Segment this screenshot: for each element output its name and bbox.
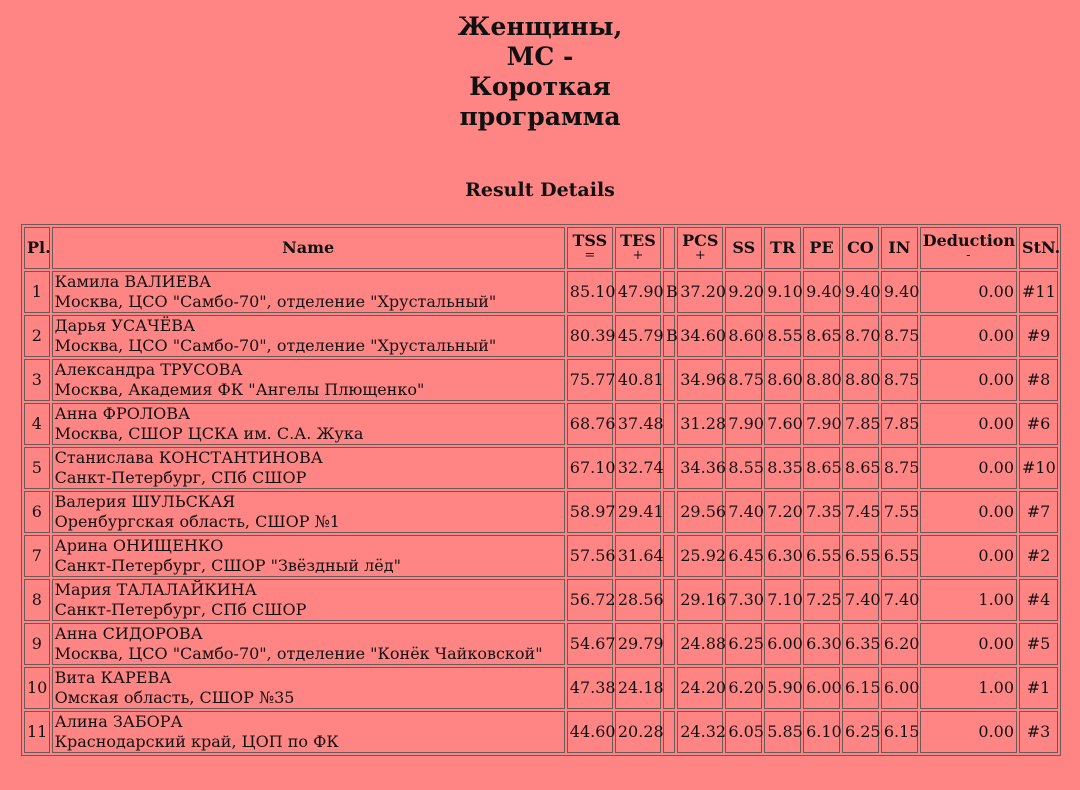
skater-club: Санкт-Петербург, СПб СШОР <box>54 600 307 619</box>
col-header-co: CO <box>842 227 879 269</box>
cell-co: 8.65 <box>842 447 879 489</box>
cell-pcs: 29.56 <box>677 491 723 533</box>
cell-tr: 5.90 <box>764 667 801 709</box>
cell-tr: 6.30 <box>764 535 801 577</box>
cell-ss: 8.55 <box>725 447 762 489</box>
skater-club: Краснодарский край, ЦОП по ФК <box>54 732 339 751</box>
cell-tr: 8.55 <box>764 315 801 357</box>
cell-mark <box>663 447 675 489</box>
cell-deduction: 0.00 <box>920 403 1017 445</box>
section-subtitle: Result Details <box>465 179 615 201</box>
table-row <box>24 579 1058 621</box>
cell-mark <box>663 359 675 401</box>
cell-in: 8.75 <box>881 315 918 357</box>
cell-tr: 8.35 <box>764 447 801 489</box>
cell-tss: 58.97 <box>567 491 613 533</box>
col-header-pcs-op: + <box>694 248 706 263</box>
cell-deduction: 1.00 <box>920 579 1017 621</box>
skater-name: Дарья УСАЧЁВА <box>54 316 196 335</box>
cell-tes: 37.48 <box>615 403 661 445</box>
col-header-tss <box>567 227 613 269</box>
cell-tes: 45.79 <box>615 315 661 357</box>
skater-club: Санкт-Петербург, СПб СШОР <box>54 468 307 487</box>
cell-tr: 7.20 <box>764 491 801 533</box>
cell-skater <box>52 623 565 665</box>
skater-club: Москва, Академия ФК "Ангелы Плющенко" <box>54 380 425 399</box>
cell-start-number: #3 <box>1019 711 1058 753</box>
col-header-ss: SS <box>725 227 762 269</box>
cell-place: 7 <box>24 535 50 577</box>
skater-name: Алина ЗАБОРА <box>54 712 183 731</box>
cell-pe: 7.35 <box>803 491 840 533</box>
skater-club: Оренбургская область, СШОР №1 <box>54 512 340 531</box>
cell-tss: 47.38 <box>567 667 613 709</box>
cell-tss: 67.10 <box>567 447 613 489</box>
cell-tss: 54.67 <box>567 623 613 665</box>
cell-ss: 9.20 <box>725 271 762 313</box>
table-row <box>24 491 1058 533</box>
cell-tes: 24.18 <box>615 667 661 709</box>
cell-start-number: #6 <box>1019 403 1058 445</box>
cell-deduction: 0.00 <box>920 491 1017 533</box>
cell-deduction: 0.00 <box>920 623 1017 665</box>
cell-skater <box>52 315 565 357</box>
col-header-pcs <box>677 227 723 269</box>
cell-pcs: 34.96 <box>677 359 723 401</box>
skater-name: Арина ОНИЩЕНКО <box>54 536 224 555</box>
cell-ss: 6.45 <box>725 535 762 577</box>
col-header-tr: TR <box>764 227 801 269</box>
cell-start-number: #8 <box>1019 359 1058 401</box>
cell-deduction: 0.00 <box>920 447 1017 489</box>
skater-club: Москва, СШОР ЦСКА им. С.А. Жука <box>54 424 364 443</box>
cell-tr: 7.10 <box>764 579 801 621</box>
table-row <box>24 315 1058 357</box>
cell-ss: 7.30 <box>725 579 762 621</box>
cell-in: 6.55 <box>881 535 918 577</box>
col-header-tes-op: + <box>632 248 644 263</box>
skater-name: Валерия ШУЛЬСКАЯ <box>54 492 236 511</box>
cell-mark <box>663 535 675 577</box>
cell-co: 7.45 <box>842 491 879 533</box>
cell-co: 6.25 <box>842 711 879 753</box>
cell-in: 6.15 <box>881 711 918 753</box>
cell-place: 1 <box>24 271 50 313</box>
cell-mark <box>663 623 675 665</box>
cell-mark <box>663 711 675 753</box>
cell-mark: B <box>663 271 675 313</box>
cell-pe: 6.10 <box>803 711 840 753</box>
cell-skater <box>52 359 565 401</box>
cell-pcs: 24.32 <box>677 711 723 753</box>
cell-co: 8.80 <box>842 359 879 401</box>
page-title <box>0 12 1080 132</box>
skater-club: Омская область, СШОР №35 <box>54 688 295 707</box>
cell-tes: 47.90 <box>615 271 661 313</box>
cell-in: 6.20 <box>881 623 918 665</box>
col-header-mark <box>663 227 675 269</box>
cell-start-number: #5 <box>1019 623 1058 665</box>
cell-in: 7.55 <box>881 491 918 533</box>
cell-skater <box>52 711 565 753</box>
skater-name: Станислава КОНСТАНТИНОВА <box>54 448 323 467</box>
col-header-tss-op: = <box>584 248 596 263</box>
cell-place: 5 <box>24 447 50 489</box>
cell-tr: 6.00 <box>764 623 801 665</box>
skater-name: Мария ТАЛАЛАЙКИНА <box>54 580 257 599</box>
cell-pe: 6.00 <box>803 667 840 709</box>
cell-start-number: #11 <box>1019 271 1058 313</box>
cell-co: 6.55 <box>842 535 879 577</box>
cell-skater <box>52 271 565 313</box>
cell-start-number: #7 <box>1019 491 1058 533</box>
cell-place: 8 <box>24 579 50 621</box>
col-header-tes-label: TES <box>620 231 656 250</box>
cell-place: 6 <box>24 491 50 533</box>
cell-mark: B <box>663 315 675 357</box>
cell-pcs: 24.20 <box>677 667 723 709</box>
title-line: Короткая <box>469 72 611 101</box>
cell-pcs: 34.60 <box>677 315 723 357</box>
cell-tss: 44.60 <box>567 711 613 753</box>
cell-place: 3 <box>24 359 50 401</box>
cell-pe: 7.90 <box>803 403 840 445</box>
cell-tss: 56.72 <box>567 579 613 621</box>
cell-tss: 57.56 <box>567 535 613 577</box>
cell-pe: 8.80 <box>803 359 840 401</box>
cell-pcs: 24.88 <box>677 623 723 665</box>
cell-co: 7.85 <box>842 403 879 445</box>
cell-tes: 32.74 <box>615 447 661 489</box>
header-row <box>24 227 1058 269</box>
cell-pe: 8.65 <box>803 447 840 489</box>
table-row <box>24 271 1058 313</box>
cell-deduction: 0.00 <box>920 315 1017 357</box>
cell-pcs: 31.28 <box>677 403 723 445</box>
cell-mark <box>663 491 675 533</box>
cell-ss: 8.60 <box>725 315 762 357</box>
cell-co: 7.40 <box>842 579 879 621</box>
results-table <box>21 224 1061 756</box>
title-line: МС - <box>506 42 574 71</box>
cell-skater <box>52 535 565 577</box>
cell-place: 2 <box>24 315 50 357</box>
cell-in: 9.40 <box>881 271 918 313</box>
cell-tr: 7.60 <box>764 403 801 445</box>
table-row <box>24 359 1058 401</box>
cell-pe: 6.55 <box>803 535 840 577</box>
cell-in: 6.00 <box>881 667 918 709</box>
cell-tes: 20.28 <box>615 711 661 753</box>
cell-start-number: #10 <box>1019 447 1058 489</box>
col-header-tes <box>615 227 661 269</box>
cell-tr: 8.60 <box>764 359 801 401</box>
col-header-pe: PE <box>803 227 840 269</box>
cell-place: 10 <box>24 667 50 709</box>
col-header-stn: StN. <box>1019 227 1058 269</box>
table-row <box>24 667 1058 709</box>
col-header-pcs-label: PCS <box>682 231 719 250</box>
cell-tr: 5.85 <box>764 711 801 753</box>
title-line: программа <box>459 102 621 131</box>
skater-club: Санкт-Петербург, СШОР "Звёздный лёд" <box>54 556 401 575</box>
cell-ss: 6.20 <box>725 667 762 709</box>
cell-pe: 7.25 <box>803 579 840 621</box>
cell-place: 11 <box>24 711 50 753</box>
col-header-name: Name <box>52 227 565 269</box>
cell-tes: 40.81 <box>615 359 661 401</box>
cell-tss: 85.10 <box>567 271 613 313</box>
col-header-deduction-op: - <box>966 248 971 263</box>
table-row <box>24 403 1058 445</box>
cell-ss: 8.75 <box>725 359 762 401</box>
cell-in: 7.40 <box>881 579 918 621</box>
cell-co: 9.40 <box>842 271 879 313</box>
cell-skater <box>52 579 565 621</box>
title-line: Женщины, <box>457 12 623 41</box>
cell-in: 8.75 <box>881 447 918 489</box>
cell-ss: 6.05 <box>725 711 762 753</box>
cell-pcs: 25.92 <box>677 535 723 577</box>
cell-skater <box>52 667 565 709</box>
col-header-deduction <box>920 227 1017 269</box>
cell-deduction: 1.00 <box>920 667 1017 709</box>
skater-club: Москва, ЦСО "Самбо-70", отделение "Хрустальный" <box>54 336 497 355</box>
table-row <box>24 447 1058 489</box>
skater-name: Камила ВАЛИЕВА <box>54 272 212 291</box>
cell-tes: 28.56 <box>615 579 661 621</box>
cell-pcs: 34.36 <box>677 447 723 489</box>
cell-deduction: 0.00 <box>920 535 1017 577</box>
cell-start-number: #4 <box>1019 579 1058 621</box>
table-row <box>24 711 1058 753</box>
cell-tes: 29.41 <box>615 491 661 533</box>
cell-pe: 6.30 <box>803 623 840 665</box>
col-header-in: IN <box>881 227 918 269</box>
col-header-tss-label: TSS <box>572 231 608 250</box>
cell-tss: 68.76 <box>567 403 613 445</box>
cell-mark <box>663 667 675 709</box>
skater-name: Вита КАРЕВА <box>54 668 172 687</box>
cell-co: 8.70 <box>842 315 879 357</box>
cell-deduction: 0.00 <box>920 271 1017 313</box>
cell-tss: 80.39 <box>567 315 613 357</box>
col-header-pl: Pl. <box>24 227 50 269</box>
skater-club: Москва, ЦСО "Самбо-70", отделение "Конёк Чайковской" <box>54 644 543 663</box>
cell-tr: 9.10 <box>764 271 801 313</box>
cell-co: 6.35 <box>842 623 879 665</box>
cell-in: 8.75 <box>881 359 918 401</box>
cell-place: 4 <box>24 403 50 445</box>
cell-pcs: 29.16 <box>677 579 723 621</box>
skater-name: Анна СИДОРОВА <box>54 624 203 643</box>
cell-in: 7.85 <box>881 403 918 445</box>
cell-ss: 6.25 <box>725 623 762 665</box>
cell-start-number: #2 <box>1019 535 1058 577</box>
cell-skater <box>52 491 565 533</box>
table-row <box>24 623 1058 665</box>
skater-name: Александра ТРУСОВА <box>54 360 243 379</box>
cell-tes: 29.79 <box>615 623 661 665</box>
cell-start-number: #9 <box>1019 315 1058 357</box>
cell-deduction: 0.00 <box>920 359 1017 401</box>
cell-mark <box>663 579 675 621</box>
cell-ss: 7.40 <box>725 491 762 533</box>
cell-tss: 75.77 <box>567 359 613 401</box>
cell-skater <box>52 447 565 489</box>
col-header-deduction-label: Deduction <box>922 231 1016 250</box>
cell-place: 9 <box>24 623 50 665</box>
cell-deduction: 0.00 <box>920 711 1017 753</box>
cell-mark <box>663 403 675 445</box>
table-row <box>24 535 1058 577</box>
cell-pcs: 37.20 <box>677 271 723 313</box>
cell-skater <box>52 403 565 445</box>
cell-start-number: #1 <box>1019 667 1058 709</box>
cell-pe: 9.40 <box>803 271 840 313</box>
cell-tes: 31.64 <box>615 535 661 577</box>
cell-ss: 7.90 <box>725 403 762 445</box>
results-body <box>24 271 1058 753</box>
cell-co: 6.15 <box>842 667 879 709</box>
cell-pe: 8.65 <box>803 315 840 357</box>
skater-club: Москва, ЦСО "Самбо-70", отделение "Хрустальный" <box>54 292 497 311</box>
skater-name: Анна ФРОЛОВА <box>54 404 191 423</box>
